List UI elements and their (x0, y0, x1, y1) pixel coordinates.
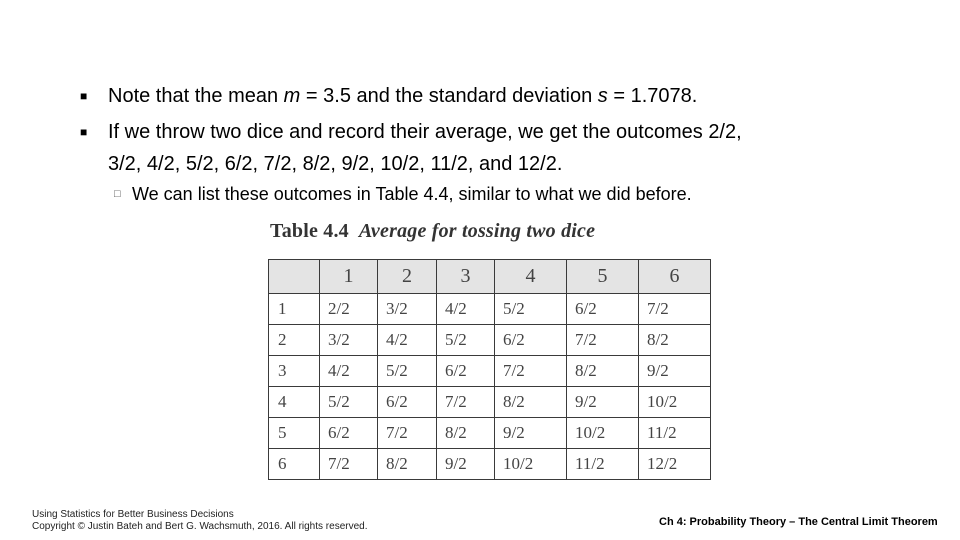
bullet-text (108, 80, 697, 112)
table-cell: 7/2 (320, 449, 378, 480)
text-segment: = 1.7078. (607, 85, 698, 107)
bullet-text-line2: 3/2, 4/2, 5/2, 6/2, 7/2, 8/2, 9/2, 10/2, 11/2, and 12/2. (108, 153, 563, 175)
table-row (269, 356, 711, 387)
bullet-text-line1: If we throw two dice and record their average, we get the outcomes 2/2, (108, 121, 742, 143)
table-cell: 8/2 (495, 387, 567, 418)
square-bullet-icon: ■ (80, 125, 88, 139)
table-cell: 7/2 (378, 418, 437, 449)
text-segment: Note that the mean (108, 85, 284, 107)
table-cell: 9/2 (437, 449, 495, 480)
footer-copyright (32, 509, 368, 533)
table-row (269, 294, 711, 325)
table-cell: 6/2 (320, 418, 378, 449)
table-cell: 7/2 (567, 325, 639, 356)
table-row (269, 325, 711, 356)
table-cell: 6/2 (437, 356, 495, 387)
table-cell: 5/2 (495, 294, 567, 325)
corner-cell (269, 260, 320, 294)
table-cell: 6/2 (378, 387, 437, 418)
table-cell: 4/2 (437, 294, 495, 325)
row-header: 1 (269, 294, 320, 325)
table-row (269, 387, 711, 418)
footer-book-title: Using Statistics for Better Business Decisions (32, 509, 234, 520)
variable-m: m (283, 85, 301, 107)
row-header: 4 (269, 387, 320, 418)
table-cell: 3/2 (320, 325, 378, 356)
variable-s: s (597, 85, 608, 107)
table-cell: 5/2 (320, 387, 378, 418)
square-bullet-icon: ■ (80, 89, 88, 103)
text-segment: = 3.5 and the standard deviation (300, 85, 598, 107)
table-cell: 7/2 (639, 294, 711, 325)
table-cell: 6/2 (567, 294, 639, 325)
row-header: 5 (269, 418, 320, 449)
table-cell: 8/2 (567, 356, 639, 387)
table-cell: 9/2 (639, 356, 711, 387)
column-header: 5 (567, 260, 639, 294)
table-row (269, 449, 711, 480)
footer-copyright-line: Copyright © Justin Bateh and Bert G. Wachsmuth, 2016. All rights reserved. (32, 521, 368, 532)
table-cell: 7/2 (495, 356, 567, 387)
column-header: 4 (495, 260, 567, 294)
footer-chapter: Ch 4: Probability Theory – The Central Limit Theorem (659, 516, 938, 528)
row-header: 3 (269, 356, 320, 387)
table-cell: 12/2 (639, 449, 711, 480)
hollow-square-bullet-icon: □ (114, 188, 121, 200)
column-header: 1 (320, 260, 378, 294)
table-cell: 7/2 (437, 387, 495, 418)
table-cell: 8/2 (437, 418, 495, 449)
table-title: Average for tossing two dice (358, 220, 596, 242)
table-number: Table 4.4 (270, 220, 349, 242)
table-cell: 10/2 (639, 387, 711, 418)
table-row (269, 418, 711, 449)
table-cell: 11/2 (639, 418, 711, 449)
table-cell: 11/2 (567, 449, 639, 480)
table-cell: 6/2 (495, 325, 567, 356)
table-cell: 9/2 (567, 387, 639, 418)
column-header: 3 (437, 260, 495, 294)
table-cell: 4/2 (378, 325, 437, 356)
column-header: 6 (639, 260, 711, 294)
table-cell: 10/2 (567, 418, 639, 449)
row-header: 2 (269, 325, 320, 356)
table-cell: 2/2 (320, 294, 378, 325)
table-caption (270, 220, 595, 243)
column-header: 2 (378, 260, 437, 294)
table-cell: 10/2 (495, 449, 567, 480)
table-cell: 3/2 (378, 294, 437, 325)
table-cell: 8/2 (639, 325, 711, 356)
row-header: 6 (269, 449, 320, 480)
table-cell: 9/2 (495, 418, 567, 449)
table-cell: 8/2 (378, 449, 437, 480)
average-table (268, 259, 711, 480)
table-header-row (269, 260, 711, 294)
table-cell: 5/2 (378, 356, 437, 387)
table-cell: 4/2 (320, 356, 378, 387)
table-cell: 5/2 (437, 325, 495, 356)
sub-bullet-text: We can list these outcomes in Table 4.4, similar to what we did before. (132, 184, 692, 204)
